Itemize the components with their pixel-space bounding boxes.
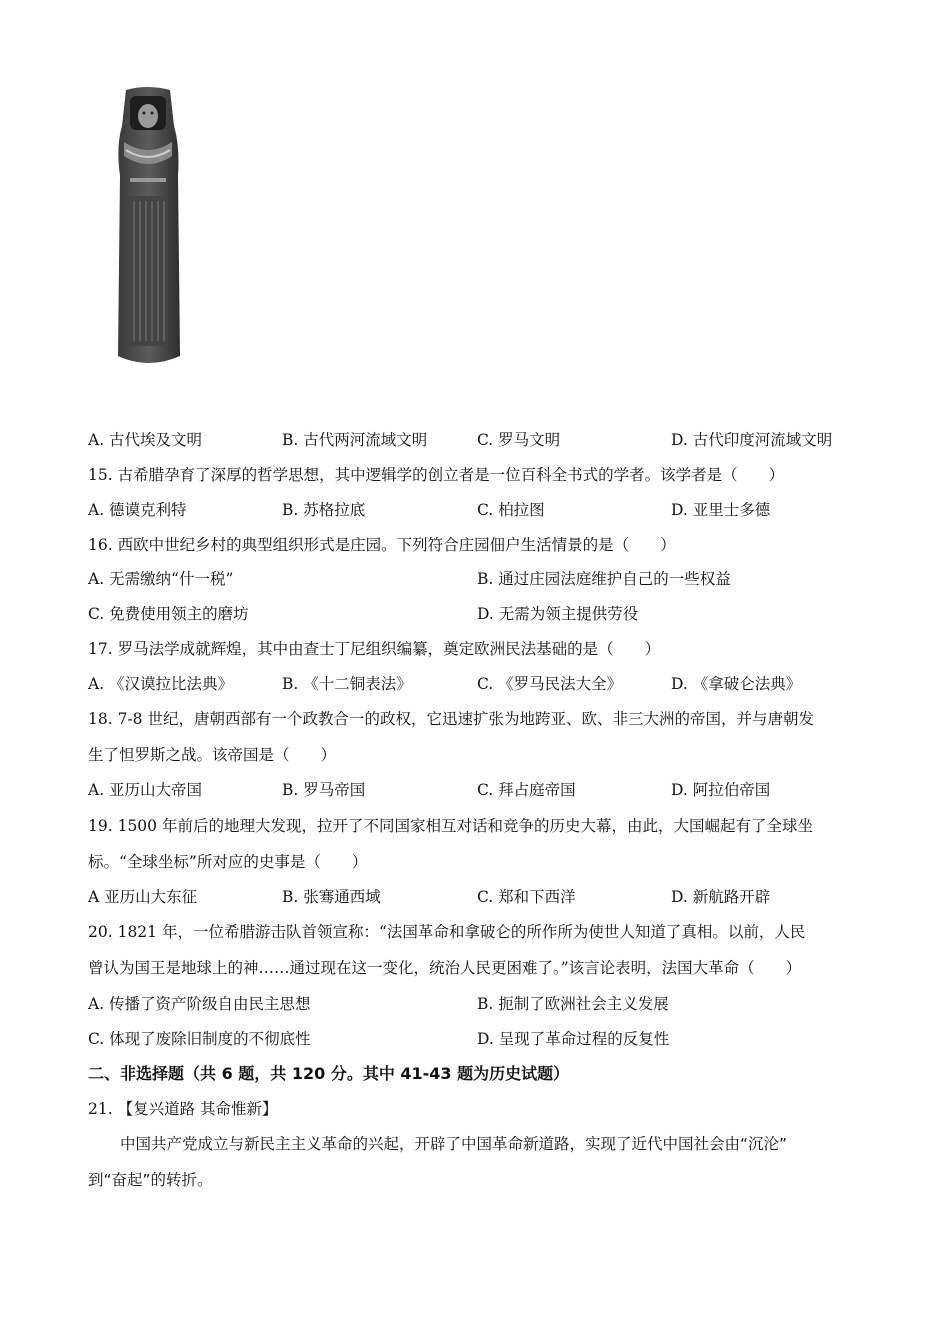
q17-option-d: D. 《拿破仑法典》 bbox=[671, 675, 802, 693]
q19-option-c: C. 郑和下西洋 bbox=[477, 888, 576, 906]
q19-option-d: D. 新航路开辟 bbox=[671, 888, 771, 906]
q15-option-d: D. 亚里士多德 bbox=[671, 501, 771, 519]
q18-stem-line2: 生了怛罗斯之战。该帝国是（ ） bbox=[88, 746, 337, 764]
q21-title: 21. 【复兴道路 其命惟新】 bbox=[88, 1100, 278, 1118]
q15-option-b: B. 苏格拉底 bbox=[282, 501, 366, 519]
q19-stem-line2: 标。“全球坐标”所对应的史事是（ ） bbox=[88, 853, 368, 871]
q18-option-b: B. 罗马帝国 bbox=[282, 781, 366, 799]
q17-option-c: C. 《罗马民法大全》 bbox=[477, 675, 623, 693]
q18-option-c: C. 拜占庭帝国 bbox=[477, 781, 576, 799]
q15-stem: 15. 古希腊孕育了深厚的哲学思想，其中逻辑学的创立者是一位百科全书式的学者。该学者是（ ） bbox=[88, 466, 785, 484]
q20-option-b: B. 扼制了欧洲社会主义发展 bbox=[477, 995, 669, 1013]
q18-stem-line1: 18. 7-8 世纪，唐朝西部有一个政教合一的政权，它迅速扩张为地跨亚、欧、非三大洲的帝国，并与唐朝发 bbox=[88, 710, 814, 728]
q19-stem-line1: 19. 1500 年前后的地理大发现，拉开了不同国家相互对话和竞争的历史大幕，由此，大国崛起有了全球坐 bbox=[88, 817, 813, 835]
q16-option-b: B. 通过庄园法庭维护自己的一些权益 bbox=[477, 570, 731, 588]
q19-option-a: A 亚历山大东征 bbox=[88, 888, 198, 906]
q14-option-c: C. 罗马文明 bbox=[477, 431, 561, 449]
egyptian-coffin-image bbox=[108, 86, 188, 368]
q14-option-a: A. 古代埃及文明 bbox=[88, 431, 203, 449]
q20-option-d: D. 呈现了革命过程的反复性 bbox=[477, 1030, 670, 1048]
q20-stem-line1: 20. 1821 年，一位希腊游击队首领宣称：“法国革命和拿破仑的所作所为使世人知道了真相。以前，人民 bbox=[88, 923, 806, 941]
section-2-title: 二、非选择题（共 6 题，共 120 分。其中 41-43 题为历史试题） bbox=[88, 1064, 570, 1083]
q21-paragraph-line1: 中国共产党成立与新民主主义革命的兴起，开辟了中国革命新道路，实现了近代中国社会由“沉沦” bbox=[120, 1135, 788, 1153]
q14-option-b: B. 古代两河流域文明 bbox=[282, 431, 428, 449]
q19-option-b: B. 张骞通西域 bbox=[282, 888, 381, 906]
q20-option-c: C. 体现了废除旧制度的不彻底性 bbox=[88, 1030, 311, 1048]
q16-option-a: A. 无需缴纳“什一税” bbox=[88, 570, 234, 588]
q17-option-a: A. 《汉谟拉比法典》 bbox=[88, 675, 234, 693]
q20-stem-line2: 曾认为国王是地球上的神……通过现在这一变化，统治人民更困难了。”该言论表明，法国大革命（ ） bbox=[88, 959, 802, 977]
q16-stem: 16. 西欧中世纪乡村的典型组织形式是庄园。下列符合庄园佃户生活情景的是（ ） bbox=[88, 536, 676, 554]
q20-option-a: A. 传播了资产阶级自由民主思想 bbox=[88, 995, 311, 1013]
q18-option-d: D. 阿拉伯帝国 bbox=[671, 781, 771, 799]
q15-option-c: C. 柏拉图 bbox=[477, 501, 545, 519]
q21-paragraph-line2: 到“奋起”的转折。 bbox=[88, 1171, 213, 1189]
q14-option-d: D. 古代印度河流域文明 bbox=[671, 431, 833, 449]
q16-option-c: C. 免费使用领主的磨坊 bbox=[88, 605, 249, 623]
q15-option-a: A. 德谟克利特 bbox=[88, 501, 187, 519]
q16-option-d: D. 无需为领主提供劳役 bbox=[477, 605, 639, 623]
q17-stem: 17. 罗马法学成就辉煌，其中由查士丁尼组织编纂，奠定欧洲民法基础的是（ ） bbox=[88, 640, 661, 658]
q18-option-a: A. 亚历山大帝国 bbox=[88, 781, 203, 799]
q17-option-b: B. 《十二铜表法》 bbox=[282, 675, 412, 693]
